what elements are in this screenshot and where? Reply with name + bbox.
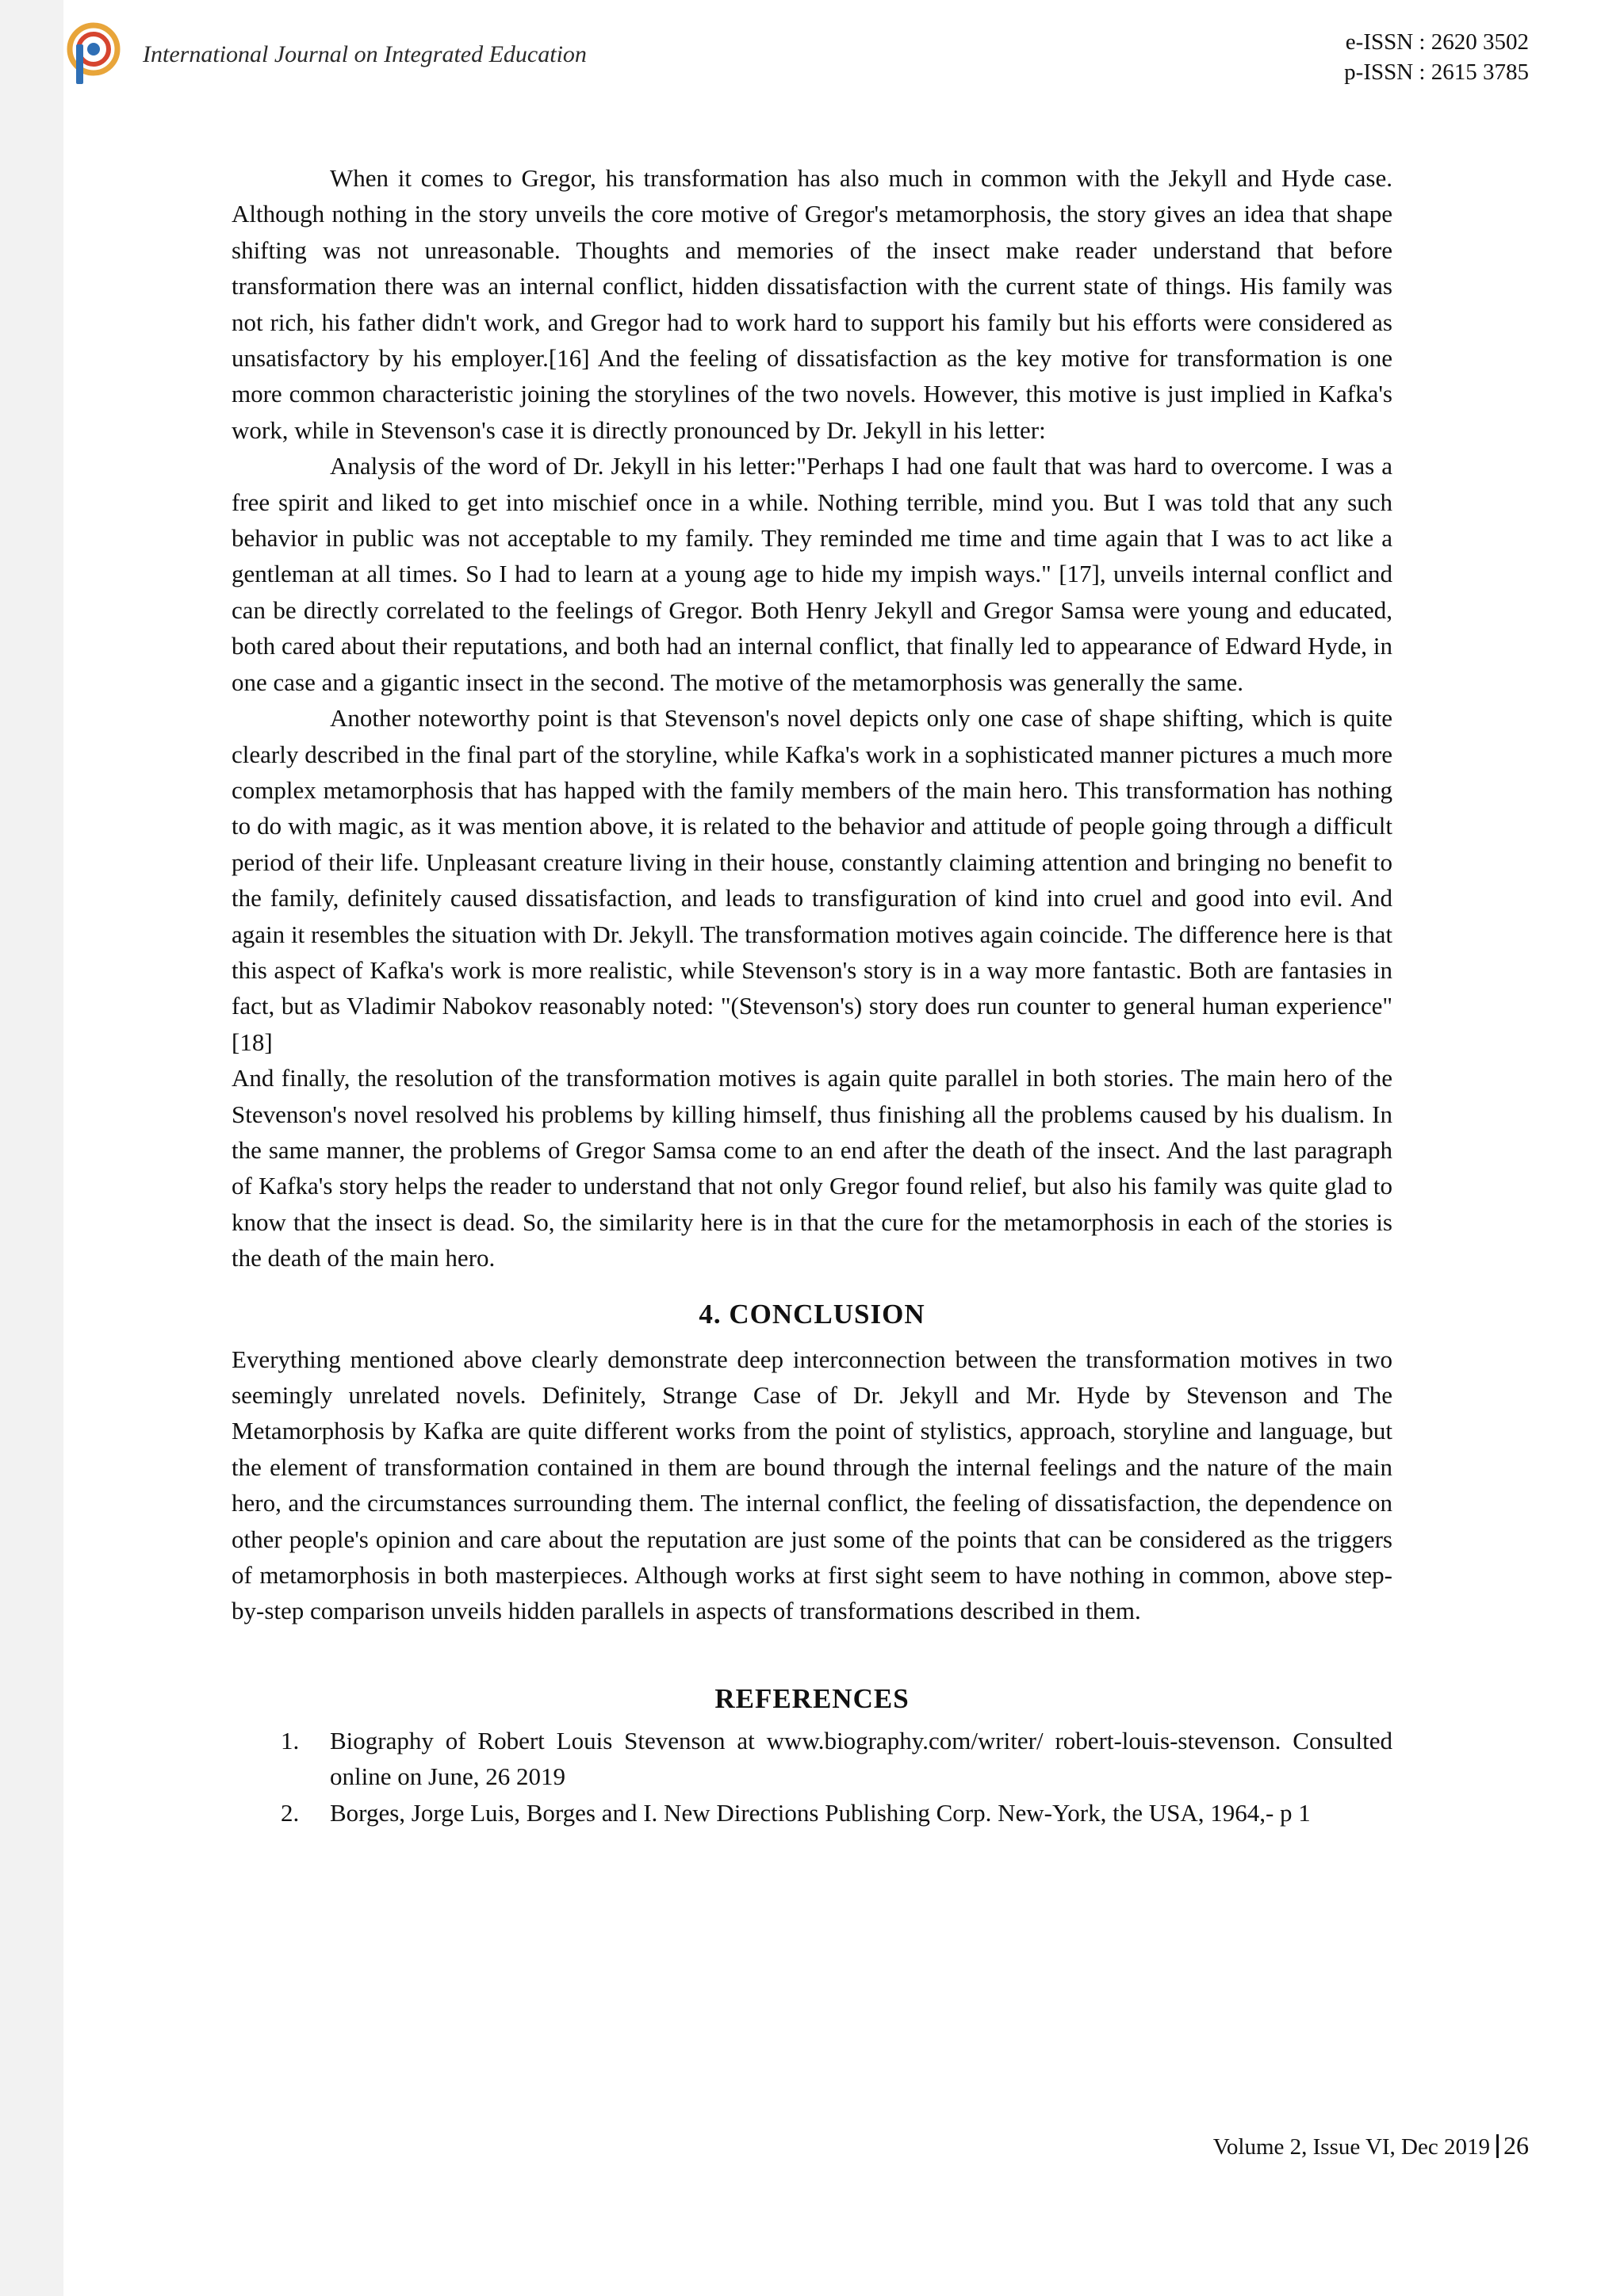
references-list — [232, 1723, 1392, 1831]
body-paragraph: Another noteworthy point is that Stevenson's novel depicts only one case of shape shifting, which is quite clearly described in the final part of the storyline, while Kafka's work in a sophisticated manner pictures a much more complex metamorphosis that has happed with the family members of the main hero. This transformation has nothing to do with magic, as it was mention above, it is related to the behavior and attitude of people going through a difficult period of their life. Unpleasant creature living in their house, constantly claiming attention and bringing no benefit to the family, definitely caused dissatisfaction, and leads to transfiguration of kind into cruel and good into evil. And again it resembles the situation with Dr. Jekyll. The transformation motives again coincide. The difference here is that this aspect of Kafka's work is more realistic, while Stevenson's story is in a way more fantastic. Both are fantasies in fact, but as Vladimir Nabokov reasonably noted: "(Stevenson's) story does run counter to general human experience"[18] — [232, 704, 1392, 1056]
reference-number: 1. — [281, 1726, 300, 1755]
p-issn: p-ISSN : 2615 3785 — [1344, 59, 1529, 85]
footer-divider — [1496, 2134, 1499, 2158]
article-body — [232, 160, 1392, 1831]
reference-text: Borges, Jorge Luis, Borges and I. New Directions Publishing Corp. New-York, the USA, 1964,- p 1 — [330, 1798, 1311, 1827]
references-heading: REFERENCES — [714, 1682, 910, 1714]
body-paragraph: Analysis of the word of Dr. Jekyll in his letter:"Perhaps I had one fault that was hard to overcome. I was a free spirit and liked to get into mischief once in a while. Nothing terrible, mind you. But I was told that any such behavior in public was not acceptable to my family. They reminded me time and time again that I was to act like a gentleman at all times. So I had to learn at a young age to hide my impish ways." [17], unveils internal conflict and can be directly correlated to the feelings of Gregor. Both Henry Jekyll and Gregor Samsa were young and educated, both cared about their reputations, and both had an internal conflict, that finally led to appearance of Edward Hyde, in one case and a gigantic insect in the second. The motive of the metamorphosis was generally the same. — [232, 452, 1392, 696]
reference-item — [232, 1795, 1392, 1831]
reference-item — [232, 1723, 1392, 1795]
reference-number: 2. — [281, 1798, 300, 1827]
journal-title: International Journal on Integrated Education — [143, 41, 587, 67]
volume-info: Volume 2, Issue VI, Dec 2019 — [1212, 2134, 1490, 2160]
body-paragraph: When it comes to Gregor, his transformation has also much in common with the Jekyll and Hyde case. Although nothing in the story unveils the core motive of Gregor's metamorphosis, the story gives an idea that shape shifting was not unreasonable. Thoughts and memories of the insect make reader understand that before transformation there was an internal conflict, hidden dissatisfaction with the current state of things. His family was not rich, his father didn't work, and Gregor had to work hard to support his family but his efforts were considered as unsatisfactory by his employer.[16] And the feeling of dissatisfaction as the key motive for transformation is one more common characteristic joining the storylines of the two novels. However, this motive is just implied in Kafka's work, while in Stevenson's case it is directly pronounced by Dr. Jekyll in his letter: — [232, 164, 1392, 444]
conclusion-paragraph: Everything mentioned above clearly demonstrate deep interconnection between the transformation motives in two seemingly unrelated novels. Definitely, Strange Case of Dr. Jekyll and Mr. Hyde by Stevenson and The Metamorphosis by Kafka are quite different works from the point of stylistics, approach, storyline and language, but the element of transformation contained in them are bound through the internal feelings and the nature of the main hero, and the circumstances surrounding them. The internal conflict, the feeling of dissatisfaction, the dependence on other people's opinion and care about the reputation are just some of the points that can be considered as the triggers of metamorphosis in both masterpieces. Although works at first sight seem to have nothing in common, above step-by-step comparison unveils hidden parallels in aspects of transformations described in them. — [232, 1345, 1392, 1625]
journal-logo-icon — [65, 22, 121, 87]
conclusion-heading: 4. CONCLUSION — [699, 1298, 925, 1330]
reference-text: Biography of Robert Louis Stevenson at www.biography.com/writer/ robert-louis-stevenson. Consulted online on June, 26 2019 — [330, 1726, 1392, 1791]
issn-block — [1344, 27, 1529, 87]
body-paragraph: And finally, the resolution of the transformation motives is again quite parallel in both stories. The main hero of the Stevenson's novel resolved his problems by killing himself, thus finishing all the problems caused by his dualism. In the same manner, the problems of Gregor Samsa come to an end after the death of the insect. And the last paragraph of Kafka's story helps the reader to understand that not only Gregor found relief, but also his family was quite glad to know that the insect is dead. So, the similarity here is in that the cure for the metamorphosis in each of the stories is the death of the main hero. — [232, 1064, 1392, 1272]
paper-page — [63, 0, 1624, 2296]
e-issn: e-ISSN : 2620 3502 — [1345, 29, 1529, 55]
page-number: 26 — [1503, 2131, 1529, 2160]
page-footer — [1213, 2131, 1529, 2160]
